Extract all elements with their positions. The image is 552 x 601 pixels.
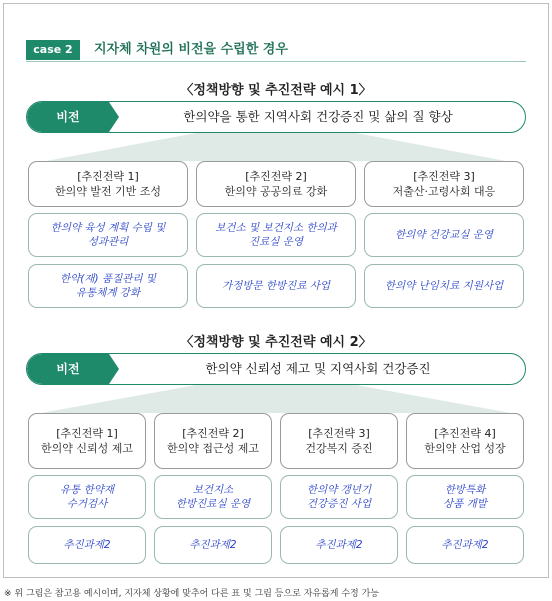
task-card <box>28 526 146 564</box>
example2-fan-connector <box>26 385 526 413</box>
task-card <box>28 264 188 308</box>
task-card <box>280 526 398 564</box>
task-line: 건강증진 사업 <box>306 498 372 510</box>
task-line: 유통 한약재 <box>59 484 115 496</box>
task-card <box>364 264 524 308</box>
task-line: 추진과제2 <box>63 539 111 551</box>
task-line: 한의약 난임치료 지원사업 <box>384 280 504 292</box>
strategy-name: 한의약 접근성 제고 <box>166 442 259 455</box>
strategy-name: 건강복지 증진 <box>305 442 373 455</box>
strategy-card <box>28 413 146 469</box>
example1-fan-connector <box>26 133 526 161</box>
strategy-number: [추진전략 3] <box>413 170 475 183</box>
task-line: 보건소 및 보건지소 한의과 <box>215 222 337 234</box>
strategy-card <box>406 413 524 469</box>
task-card <box>196 264 356 308</box>
task-card <box>196 213 356 257</box>
strategy-card <box>280 413 398 469</box>
strategy-number: [추진전략 2] <box>182 427 244 440</box>
case-title: 지자체 차원의 비전을 수립한 경우 <box>94 42 288 57</box>
task-card <box>28 213 188 257</box>
task-line: 한방특화 <box>444 484 486 496</box>
strategy-number: [추진전략 2] <box>245 170 307 183</box>
task-line: 보건지소 <box>192 484 234 496</box>
vision-text: 한의약 신뢰성 제고 및 지역사회 건강증진 <box>205 361 431 376</box>
example1-vision-bar <box>26 101 526 133</box>
task-card <box>364 213 524 257</box>
task-line: 한의약 건강교실 운영 <box>395 229 493 241</box>
task-card <box>280 475 398 519</box>
strategy-name: 저출산·고령사회 대응 <box>392 185 496 198</box>
strategy-card <box>196 161 356 207</box>
strategy-name: 한의약 공공의료 강화 <box>224 185 328 198</box>
strategy-number: [추진전략 1] <box>56 427 118 440</box>
strategy-card <box>154 413 272 469</box>
task-line: 수거검사 <box>66 498 108 510</box>
vision-label: 비전 <box>27 354 109 384</box>
task-card <box>406 526 524 564</box>
task-line: 한방진료실 운영 <box>175 498 251 510</box>
task-card <box>28 475 146 519</box>
footnote: ※ 위 그림은 참고용 예시이며, 지자체 상황에 맞추어 다른 표 및 그림 등으로 자유롭게 수정 가능 <box>4 589 379 599</box>
case-divider <box>26 61 526 62</box>
strategy-card <box>364 161 524 207</box>
strategy-number: [추진전략 4] <box>434 427 496 440</box>
task-line: 가정방문 한방진료 사업 <box>221 280 331 292</box>
task-card <box>154 526 272 564</box>
task-line: 상품 개발 <box>443 498 487 510</box>
strategy-card <box>28 161 188 207</box>
task-line: 한의약 갱년기 <box>306 484 372 496</box>
example1-title: 〈정책방향 및 추진전략 예시 1〉 <box>180 83 372 98</box>
task-line: 진료실 운영 <box>248 236 304 248</box>
strategy-name: 한의약 신뢰성 제고 <box>40 442 133 455</box>
task-line: 성과관리 <box>87 236 129 248</box>
task-line: 한의약 육성 계획 수립 및 <box>50 222 166 234</box>
example2-title: 〈정책방향 및 추진전략 예시 2〉 <box>180 335 372 350</box>
example2-vision-bar <box>26 353 526 385</box>
task-line: 유통체계 강화 <box>75 287 141 299</box>
vision-text: 한의약을 통한 지역사회 건강증진 및 삶의 질 향상 <box>183 109 453 124</box>
task-card <box>406 475 524 519</box>
task-card <box>154 475 272 519</box>
task-line: 추진과제2 <box>189 539 237 551</box>
task-line: 추진과제2 <box>441 539 489 551</box>
strategy-number: [추진전략 1] <box>77 170 139 183</box>
vision-label: 비전 <box>27 102 109 132</box>
case-badge: case 2 <box>26 40 80 60</box>
strategy-number: [추진전략 3] <box>308 427 370 440</box>
strategy-name: 한의약 발전 기반 조성 <box>54 185 162 198</box>
strategy-name: 한의약 산업 성장 <box>424 442 506 455</box>
task-line: 한약(재) 품질관리 및 <box>59 273 156 285</box>
case-header <box>26 40 526 62</box>
task-line: 추진과제2 <box>315 539 363 551</box>
